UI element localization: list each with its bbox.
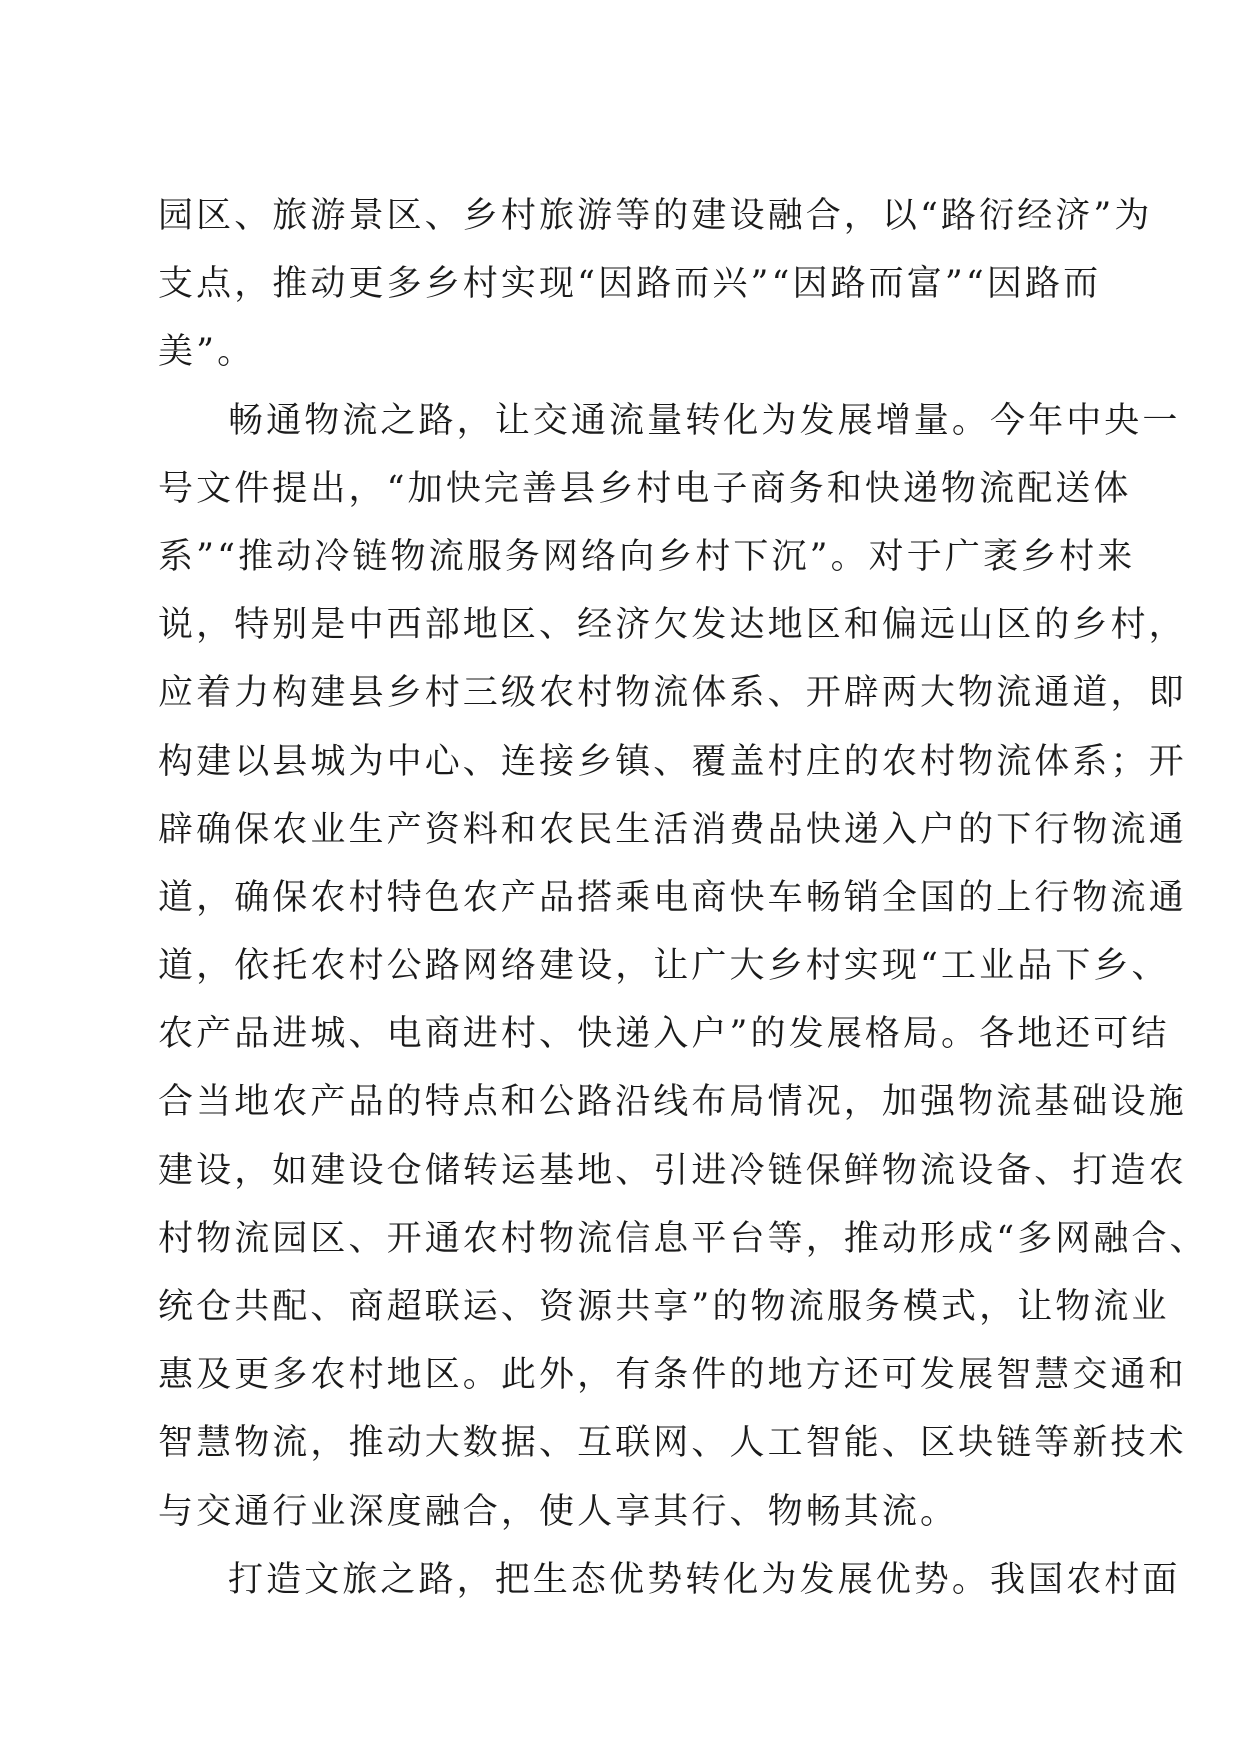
text-line: 统仓共配、商超联运、资源共享”的物流服务模式，让物流业 [158, 1287, 1170, 1327]
text-line: 智慧物流，推动大数据、互联网、人工智能、区块链等新技术 [158, 1423, 1187, 1464]
paragraph-start-line: 畅通物流之路，让交通流量转化为发展增量。今年中央一 [228, 400, 1181, 441]
text-line: 村物流园区、开通农村物流信息平台等，推动形成“多网融合、 [158, 1218, 1208, 1259]
text-line: 应着力构建县乡村三级农村物流体系、开辟两大物流通道，即 [158, 673, 1187, 714]
text-line: 说，特别是中西部地区、经济欠发达地区和偏远山区的乡村， [158, 605, 1187, 646]
text-line: 道，依托农村公路网络建设，让广大乡村实现“工业品下乡、 [158, 946, 1170, 987]
text-line: 系”“推动冷链物流服务网络向乡村下沉”。对于广袤乡村来 [158, 536, 1136, 577]
text-line: 道，确保农村特色农产品搭乘电商快车畅销全国的上行物流通 [158, 877, 1187, 918]
text-line: 号文件提出，“加快完善县乡村电子商务和快递物流配送体 [158, 468, 1132, 509]
text-line: 农产品进城、电商进村、快递入户”的发展格局。各地还可结 [158, 1014, 1170, 1055]
text-line: 美”。 [158, 332, 256, 373]
text-line: 支点，推动更多乡村实现“因路而兴”“因路而富”“因路而 [158, 264, 1102, 305]
text-line: 建设，如建设仓储转运基地、引进冷链保鲜物流设备、打造农 [158, 1150, 1187, 1191]
text-line: 合当地农产品的特点和公路沿线布局情况，加强物流基础设施 [158, 1082, 1187, 1123]
text-line: 园区、旅游景区、乡村旅游等的建设融合，以“路衍经济”为 [158, 196, 1153, 236]
text-line: 辟确保农业生产资料和农民生活消费品快递入户的下行物流通 [158, 809, 1187, 850]
paragraph-start-line: 打造文旅之路，把生态优势转化为发展优势。我国农村面 [228, 1559, 1181, 1600]
body-text [158, 182, 1208, 1614]
text-line: 构建以县城为中心、连接乡镇、覆盖村庄的农村物流体系；开 [158, 741, 1187, 782]
text-line: 惠及更多农村地区。此外，有条件的地方还可发展智慧交通和 [158, 1355, 1187, 1396]
text-line: 与交通行业深度融合，使人享其行、物畅其流。 [158, 1491, 959, 1532]
